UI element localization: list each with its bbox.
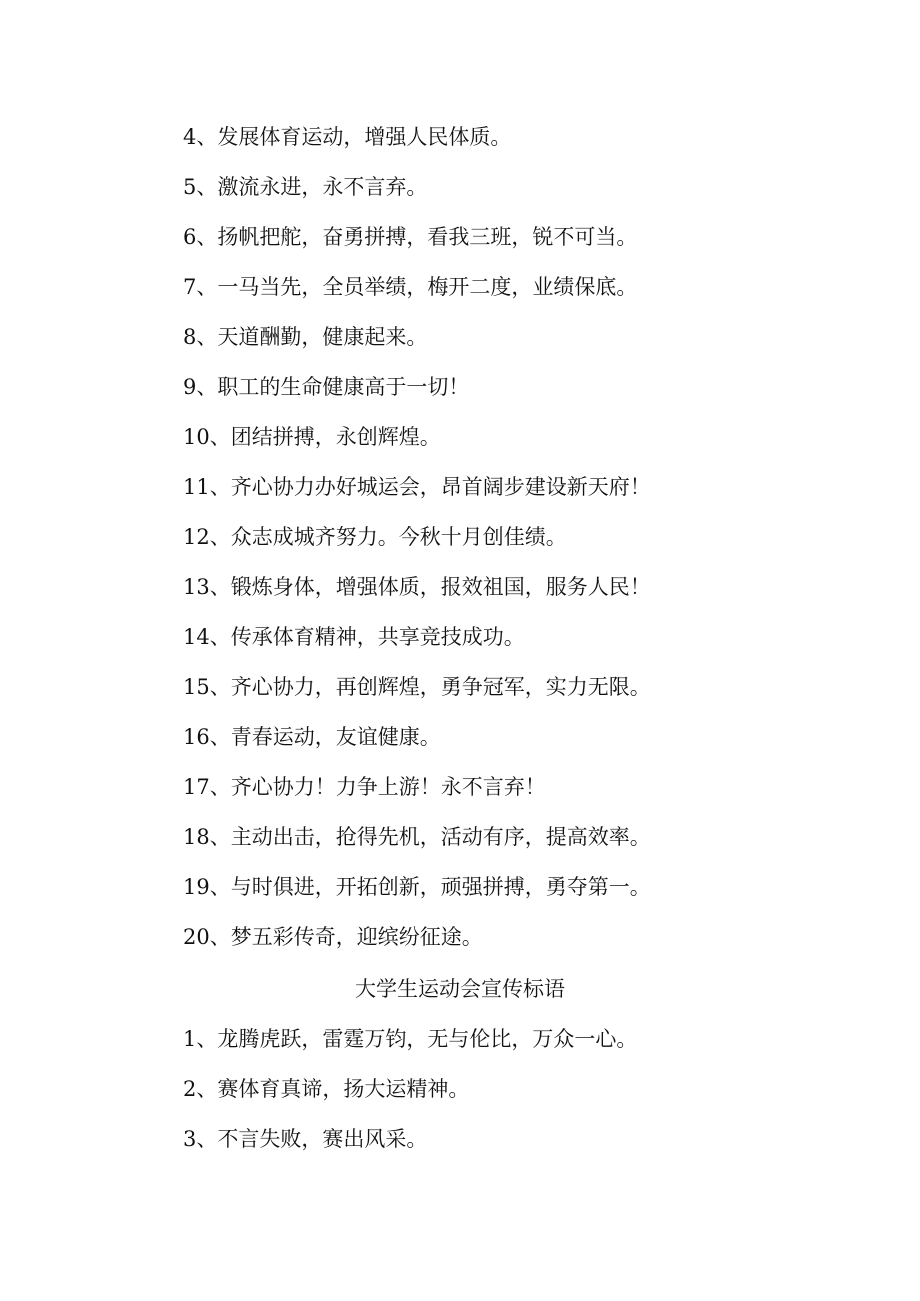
list-item: 2、赛体育真谛，扬大运精神。 <box>183 1077 470 1101</box>
list-item: 1、龙腾虎跃，雷霆万钧，无与伦比，万众一心。 <box>183 1027 638 1051</box>
list-item: 13、锻炼身体，增强体质，报效祖国，服务人民！ <box>183 575 651 599</box>
list-item: 14、传承体育精神，共享竞技成功。 <box>183 625 525 649</box>
list-item: 16、青春运动，友谊健康。 <box>183 725 441 749</box>
list-item: 15、齐心协力，再创辉煌，勇争冠军，实力无限。 <box>183 675 651 699</box>
list-item: 20、梦五彩传奇，迎缤纷征途。 <box>183 925 483 949</box>
slogan-list-continued <box>183 117 863 967</box>
list-item: 11、齐心协力办好城运会，昂首阔步建设新天府！ <box>183 475 651 499</box>
list-item: 12、众志成城齐努力。今秋十月创佳绩。 <box>183 525 567 549</box>
list-item: 19、与时俱进，开拓创新，顽强拼搏，勇夺第一。 <box>183 875 651 899</box>
list-item: 8、天道酬勤，健康起来。 <box>183 325 428 349</box>
list-item: 10、团结拼搏，永创辉煌。 <box>183 425 441 449</box>
slogan-list-university <box>183 1019 863 1169</box>
list-item: 17、齐心协力！力争上游！永不言弃！ <box>183 775 546 799</box>
list-item: 4、发展体育运动，增强人民体质。 <box>183 125 512 149</box>
list-item: 3、不言失败，赛出风采。 <box>183 1127 428 1151</box>
section-title: 大学生运动会宣传标语 <box>355 977 565 1001</box>
list-item: 7、一马当先，全员举绩，梅开二度，业绩保底。 <box>183 275 638 299</box>
list-item: 18、主动出击，抢得先机，活动有序，提高效率。 <box>183 825 651 849</box>
list-item: 6、扬帆把舵，奋勇拼搏，看我三班，锐不可当。 <box>183 225 638 249</box>
list-item: 5、激流永进，永不言弃。 <box>183 175 428 199</box>
list-item: 9、职工的生命健康高于一切！ <box>183 375 470 399</box>
